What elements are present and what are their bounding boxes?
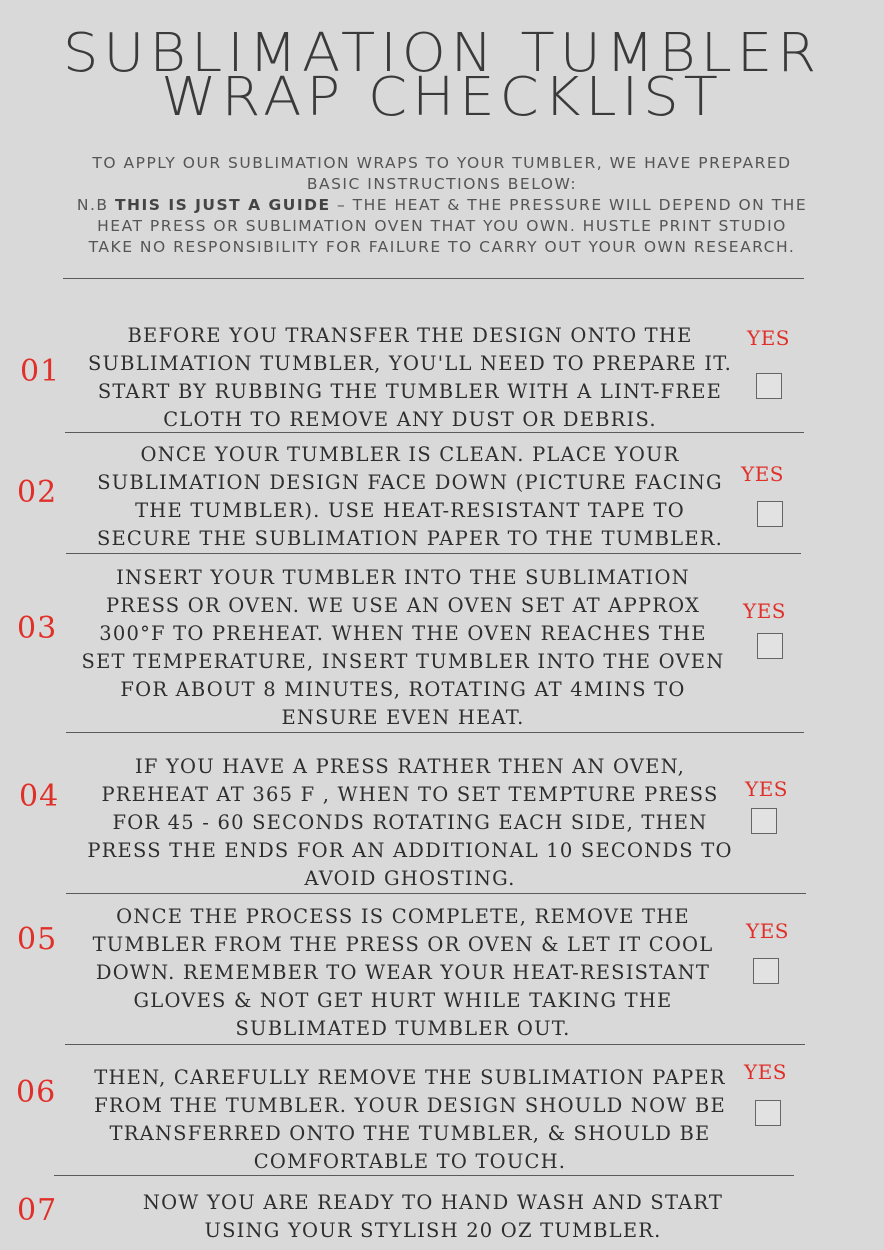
divider [66, 553, 801, 554]
step-line: GLOVES & NOT GET HURT WHILE TAKING THE [133, 989, 673, 1012]
step-line: SECURE THE SUBLIMATION PAPER TO THE TUMBLER. [96, 527, 724, 550]
page-title-line-1: SUBLIMATION TUMBLER [62, 22, 822, 85]
step-line: START BY RUBBING THE TUMBLER WITH A LINT-FREE [97, 380, 723, 403]
step-01-checkbox[interactable] [756, 373, 782, 399]
step-number-03: 03 [17, 611, 58, 646]
yes-label-06: YES [744, 1060, 788, 1084]
yes-label-02: YES [741, 462, 785, 486]
step-04-checkbox[interactable] [751, 808, 777, 834]
intro-line: HEAT PRESS OR SUBLIMATION OVEN THAT YOU OWN. HUSTLE PRINT STUDIO [97, 217, 787, 235]
step-05-checkbox[interactable] [753, 958, 779, 984]
step-text-03 [58, 564, 748, 732]
step-line: FROM THE TUMBLER. YOUR DESIGN SHOULD NOW BE [94, 1094, 726, 1117]
step-line: THEN, CAREFULLY REMOVE THE SUBLIMATION PAPER [94, 1066, 726, 1089]
step-line: USING YOUR STYLISH 20 OZ TUMBLER. [204, 1219, 662, 1242]
page-title-line-2: WRAP CHECKLIST [161, 66, 723, 129]
divider [65, 432, 804, 433]
step-line: SUBLIMATION DESIGN FACE DOWN (PICTURE FACING [97, 471, 723, 494]
step-line: SUBLIMATED TUMBLER OUT. [235, 1017, 571, 1040]
step-line: FOR 45 - 60 SECONDS ROTATING EACH SIDE, THEN [112, 811, 708, 834]
yes-label-01: YES [747, 326, 791, 350]
step-number-07: 07 [17, 1193, 58, 1228]
step-line: PREHEAT AT 365 F , WHEN TO SET TEMPTURE PRESS [101, 783, 719, 806]
step-line: INSERT YOUR TUMBLER INTO THE SUBLIMATION [116, 566, 690, 589]
step-line: AVOID GHOSTING. [304, 867, 516, 890]
step-number-01: 01 [20, 354, 61, 389]
yes-label-04: YES [745, 777, 789, 801]
step-line: ONCE THE PROCESS IS COMPLETE, REMOVE THE [116, 905, 690, 928]
step-line: TRANSFERRED ONTO THE TUMBLER, & SHOULD BE [109, 1122, 711, 1145]
step-line: ENSURE EVEN HEAT. [281, 706, 525, 729]
step-text-07 [58, 1189, 808, 1245]
step-line: PRESS THE ENDS FOR AN ADDITIONAL 10 SECONDS TO [87, 839, 733, 862]
intro-text [20, 153, 864, 258]
step-line: SUBLIMATION TUMBLER, YOU'LL NEED TO PREPARE IT. [87, 352, 733, 375]
step-line: SET TEMPERATURE, INSERT TUMBLER INTO THE OVEN [81, 650, 725, 673]
yes-label-05: YES [746, 919, 790, 943]
step-line: PRESS OR OVEN. WE USE AN OVEN SET AT APPROX [105, 594, 701, 617]
divider [66, 893, 806, 894]
step-line: IF YOU HAVE A PRESS RATHER THEN AN OVEN, [134, 755, 686, 778]
step-line: COMFORTABLE TO TOUCH. [253, 1150, 567, 1173]
divider [66, 732, 804, 733]
step-03-checkbox[interactable] [757, 633, 783, 659]
step-text-05 [58, 903, 748, 1043]
intro-line: BASIC INSTRUCTIONS BELOW: [306, 175, 578, 193]
divider [63, 278, 804, 279]
step-text-01 [58, 322, 762, 434]
nb-emphasis: THIS IS JUST A GUIDE [114, 196, 331, 214]
divider [54, 1175, 794, 1176]
step-text-02 [58, 441, 762, 553]
intro-line: TO APPLY OUR SUBLIMATION WRAPS TO YOUR TUMBLER, WE HAVE PREPARED [92, 154, 792, 172]
intro-line: TAKE NO RESPONSIBILITY FOR FAILURE TO CARRY OUT YOUR OWN RESEARCH. [88, 238, 796, 256]
step-line: FOR ABOUT 8 MINUTES, ROTATING AT 4MINS TO [120, 678, 686, 701]
intro-line-nb [20, 195, 864, 216]
divider [65, 1044, 805, 1045]
step-02-checkbox[interactable] [757, 501, 783, 527]
step-line: DOWN. REMEMBER TO WEAR YOUR HEAT-RESISTANT [95, 961, 711, 984]
step-line: NOW YOU ARE READY TO HAND WASH AND START [142, 1191, 724, 1214]
step-text-06 [58, 1064, 762, 1176]
step-line: ONCE YOUR TUMBLER IS CLEAN. PLACE YOUR [140, 443, 680, 466]
step-number-04: 04 [19, 779, 60, 814]
step-06-checkbox[interactable] [755, 1100, 781, 1126]
step-number-06: 06 [16, 1075, 57, 1110]
step-line: BEFORE YOU TRANSFER THE DESIGN ONTO THE [127, 324, 693, 347]
step-number-02: 02 [17, 475, 58, 510]
yes-label-03: YES [743, 599, 787, 623]
step-line: CLOTH TO REMOVE ANY DUST OR DEBRIS. [163, 408, 657, 431]
nb-rest: – THE HEAT & THE PRESSURE WILL DEPEND ON THE [330, 196, 808, 214]
step-text-04 [58, 753, 762, 893]
step-line: THE TUMBLER). USE HEAT-RESISTANT TAPE TO [135, 499, 685, 522]
step-line: 300°F TO PREHEAT. WHEN THE OVEN REACHES THE [99, 622, 707, 645]
step-number-05: 05 [17, 922, 58, 957]
step-line: TUMBLER FROM THE PRESS OR OVEN & LET IT COOL [92, 933, 714, 956]
nb-prefix: N.B [76, 196, 115, 214]
